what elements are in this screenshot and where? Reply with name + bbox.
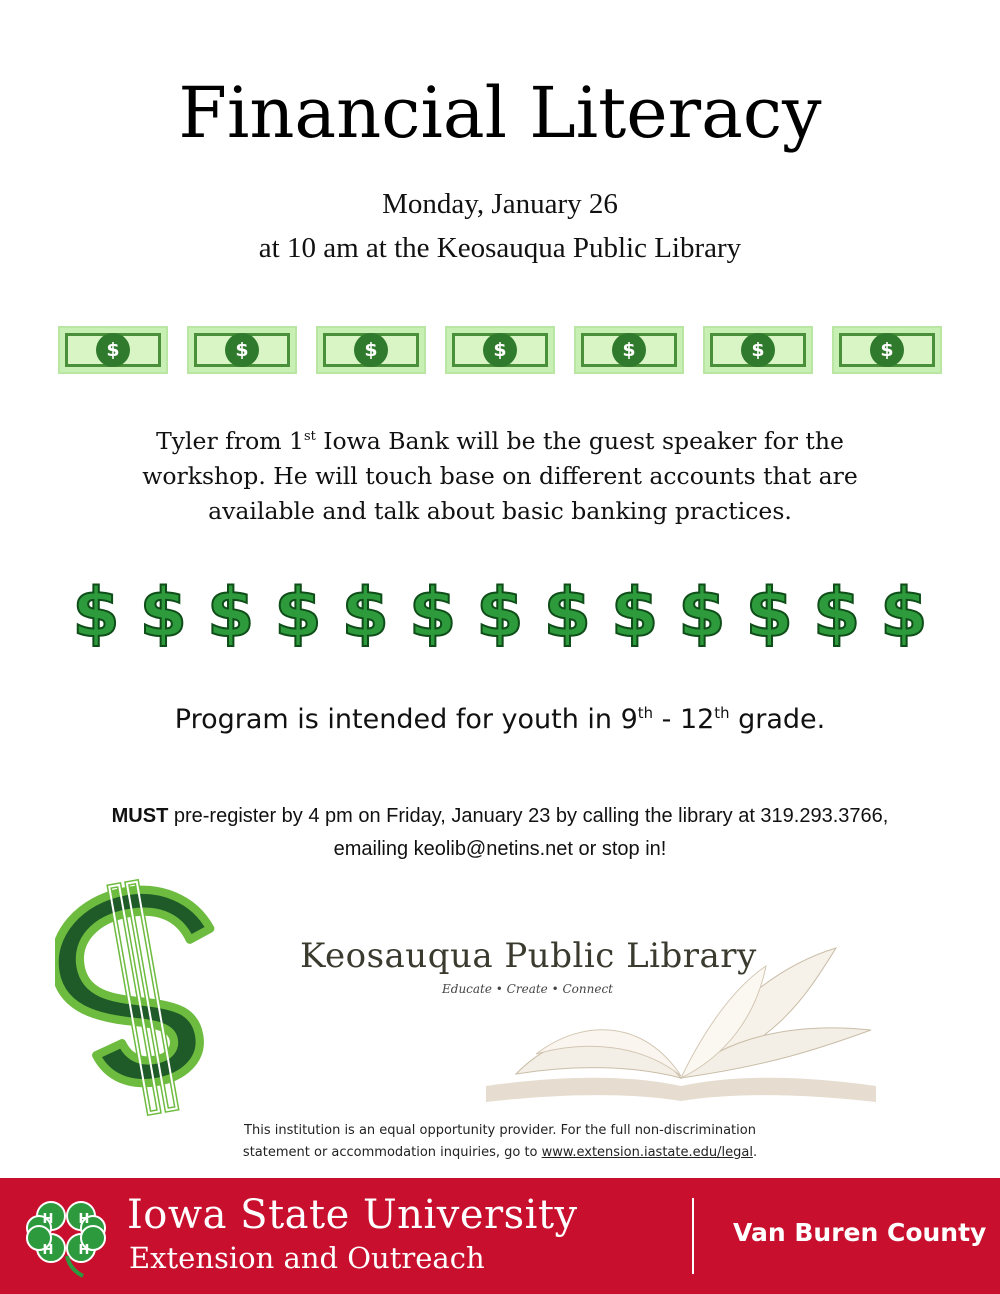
dollar-sign-icon: $ xyxy=(880,574,928,653)
event-location: at 10 am at the Keosauqua Public Library xyxy=(258,232,742,264)
dollar-sign-icon: $ xyxy=(341,574,389,653)
dollar-sign-icon: $ xyxy=(72,574,120,653)
dollar-bill-icon: $ xyxy=(445,326,555,374)
dollar-sign-icon: $ xyxy=(408,574,457,653)
dollar-sign-icon: $ xyxy=(745,574,793,653)
equal-opportunity-statement: This institution is an equal opportunity provider. For the full non-discrimination statement or accommodation inquiries, go to www.extension.iastate.edu/legal. xyxy=(242,1123,758,1160)
svg-text:H: H xyxy=(78,1212,90,1227)
audience-note: Program is intended for youth in 9th - 12th grade. xyxy=(174,704,826,735)
4h-clover-logo-icon xyxy=(25,1196,107,1278)
dollar-bill-icon: $ xyxy=(832,326,942,374)
dollar-sign-icon: $ xyxy=(543,574,591,653)
university-subtitle: Extension and Outreach xyxy=(129,1241,485,1275)
county-name: Van Buren County xyxy=(733,1218,987,1247)
dollar-sign-icon: $ xyxy=(812,574,861,653)
svg-text:H: H xyxy=(42,1212,54,1227)
university-name: Iowa State University xyxy=(127,1192,578,1238)
event-description: Tyler from 1st Iowa Bank will be the guest speaker for the workshop. He will touch base on different accounts that are available and talk about basic banking practices. xyxy=(142,427,858,525)
dollar-sign-icon: $ xyxy=(274,574,322,653)
page-title: Financial Literacy xyxy=(178,72,822,154)
footer-banner xyxy=(0,1178,1000,1294)
svg-text:H: H xyxy=(78,1243,90,1258)
library-name: Keosauqua Public Library xyxy=(300,936,757,976)
dollar-sign-icon: $ xyxy=(206,574,255,653)
dollar-bill-icon: $ xyxy=(58,326,168,374)
dollar-sign-icon: $ xyxy=(476,574,524,653)
footer-divider xyxy=(692,1198,694,1274)
dollar-sign-icon: $ xyxy=(678,574,726,653)
dollar-sign-icon: $ xyxy=(139,574,187,653)
green-dollar-sign-icon xyxy=(55,873,225,1123)
dollar-signs-row xyxy=(70,574,930,654)
library-logo xyxy=(296,922,892,1102)
dollar-bills-row xyxy=(58,326,942,376)
dollar-bill-icon: $ xyxy=(187,326,297,374)
registration-info: MUST pre-register by 4 pm on Friday, January 23 by calling the library at 319.293.3766, emailing keolib@netins.net or stop in! xyxy=(111,805,889,860)
dollar-sign-icon: $ xyxy=(610,574,659,653)
legal-link[interactable]: www.extension.iastate.edu/legal xyxy=(541,1145,753,1160)
library-tagline: Educate • Create • Connect xyxy=(442,982,613,996)
dollar-bill-icon: $ xyxy=(574,326,684,374)
event-date: Monday, January 26 xyxy=(382,188,618,220)
dollar-bill-icon: $ xyxy=(703,326,813,374)
dollar-bill-icon: $ xyxy=(316,326,426,374)
svg-text:H: H xyxy=(42,1243,54,1258)
